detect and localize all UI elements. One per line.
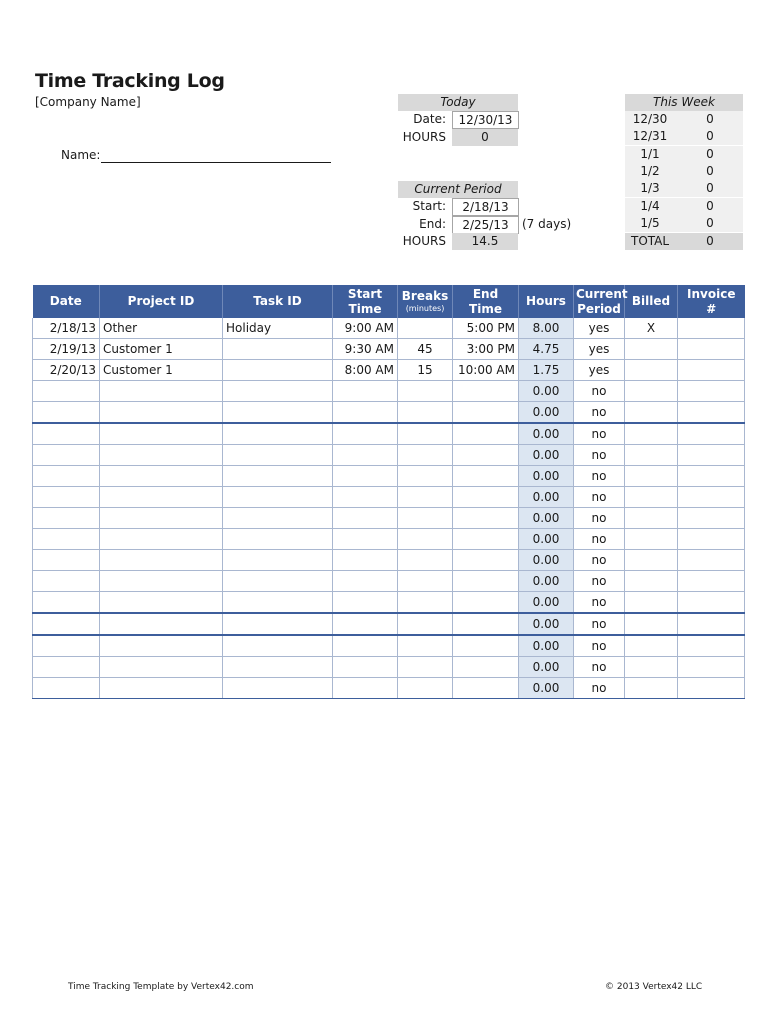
cell-task[interactable] — [223, 466, 333, 487]
cell-project[interactable] — [100, 423, 223, 445]
cell-invoice[interactable] — [678, 678, 745, 699]
table-row — [33, 360, 745, 381]
table-row — [33, 592, 745, 614]
cell-project[interactable] — [100, 529, 223, 550]
cell-hours: 0.00 — [519, 487, 574, 508]
cell-start-time[interactable] — [333, 592, 398, 614]
week-row — [625, 198, 743, 215]
col-current-header: Current Period — [574, 285, 625, 318]
cell-project[interactable] — [100, 402, 223, 424]
cell-billed[interactable] — [625, 423, 678, 445]
col-task-header: Task ID — [223, 285, 333, 318]
week-day: 1/3 — [640, 181, 660, 195]
week-row — [625, 128, 743, 145]
cell-current-period: no — [574, 635, 625, 657]
cell-task[interactable] — [223, 423, 333, 445]
week-row — [625, 146, 743, 163]
table-header-row — [33, 285, 745, 318]
period-end-field[interactable]: 2/25/13 — [452, 216, 519, 234]
cell-start-time[interactable]: 8:00 AM — [333, 360, 398, 381]
cell-billed[interactable] — [625, 381, 678, 402]
period-hours-value: 14.5 — [452, 233, 518, 250]
table-row — [33, 657, 745, 678]
cell-invoice[interactable] — [678, 466, 745, 487]
week-heading: This Week — [625, 94, 743, 111]
week-row — [625, 111, 743, 128]
table-row — [33, 508, 745, 529]
cell-breaks[interactable] — [398, 550, 453, 571]
cell-start-time[interactable] — [333, 466, 398, 487]
cell-billed[interactable] — [625, 487, 678, 508]
cell-start-time[interactable] — [333, 423, 398, 445]
cell-breaks[interactable] — [398, 381, 453, 402]
cell-breaks[interactable] — [398, 423, 453, 445]
cell-date[interactable] — [33, 466, 100, 487]
period-days-note: (7 days) — [522, 217, 572, 231]
period-hours-label: HOURS — [402, 234, 446, 248]
cell-current-period: no — [574, 592, 625, 614]
cell-invoice[interactable] — [678, 381, 745, 402]
cell-billed[interactable] — [625, 508, 678, 529]
cell-project[interactable] — [100, 657, 223, 678]
cell-start-time[interactable] — [333, 445, 398, 466]
cell-date[interactable] — [33, 657, 100, 678]
cell-breaks[interactable]: 15 — [398, 360, 453, 381]
cell-date[interactable] — [33, 381, 100, 402]
cell-start-time[interactable] — [333, 635, 398, 657]
period-start-field[interactable]: 2/18/13 — [452, 198, 519, 216]
week-value: 0 — [706, 147, 714, 161]
cell-hours: 0.00 — [519, 402, 574, 424]
cell-hours: 0.00 — [519, 657, 574, 678]
cell-hours: 0.00 — [519, 445, 574, 466]
footer-credit: Time Tracking Template by Vertex42.com — [68, 982, 254, 992]
table-row — [33, 550, 745, 571]
cell-project[interactable] — [100, 571, 223, 592]
cell-task[interactable] — [223, 635, 333, 657]
cell-end-time[interactable] — [453, 613, 519, 635]
cell-task[interactable] — [223, 592, 333, 614]
cell-breaks[interactable] — [398, 445, 453, 466]
cell-invoice[interactable] — [678, 402, 745, 424]
cell-end-time[interactable] — [453, 466, 519, 487]
cell-hours: 8.00 — [519, 318, 574, 339]
cell-date[interactable] — [33, 487, 100, 508]
cell-hours: 4.75 — [519, 339, 574, 360]
week-day: 1/4 — [640, 199, 660, 213]
cell-hours: 0.00 — [519, 466, 574, 487]
cell-hours: 0.00 — [519, 381, 574, 402]
cell-end-time[interactable] — [453, 487, 519, 508]
cell-task[interactable] — [223, 550, 333, 571]
week-day: 1/5 — [640, 216, 660, 230]
cell-date[interactable]: 2/20/13 — [33, 360, 100, 381]
cell-project[interactable] — [100, 445, 223, 466]
cell-current-period: no — [574, 550, 625, 571]
cell-billed[interactable] — [625, 571, 678, 592]
table-row — [33, 339, 745, 360]
cell-current-period: yes — [574, 339, 625, 360]
cell-project[interactable]: Customer 1 — [100, 360, 223, 381]
col-billed-header: Billed — [625, 285, 678, 318]
cell-date[interactable] — [33, 508, 100, 529]
cell-project[interactable] — [100, 635, 223, 657]
col-project-header: Project ID — [100, 285, 223, 318]
cell-end-time[interactable]: 3:00 PM — [453, 339, 519, 360]
name-field[interactable] — [101, 162, 331, 163]
week-row — [625, 163, 743, 180]
cell-date[interactable] — [33, 571, 100, 592]
cell-start-time[interactable] — [333, 571, 398, 592]
cell-current-period: no — [574, 445, 625, 466]
cell-end-time[interactable] — [453, 550, 519, 571]
cell-breaks[interactable] — [398, 529, 453, 550]
cell-invoice[interactable] — [678, 571, 745, 592]
cell-task[interactable] — [223, 571, 333, 592]
cell-billed[interactable] — [625, 445, 678, 466]
cell-date[interactable] — [33, 635, 100, 657]
table-row — [33, 318, 745, 339]
cell-date[interactable]: 2/18/13 — [33, 318, 100, 339]
today-hours-label: HOURS — [402, 130, 446, 144]
cell-start-time[interactable] — [333, 487, 398, 508]
cell-current-period: no — [574, 402, 625, 424]
cell-project[interactable] — [100, 487, 223, 508]
footer-copyright: © 2013 Vertex42 LLC — [605, 982, 703, 992]
col-invoice-header: Invoice # — [678, 285, 745, 318]
week-row — [625, 215, 743, 232]
cell-current-period: no — [574, 613, 625, 635]
cell-project[interactable] — [100, 678, 223, 699]
cell-current-period: no — [574, 529, 625, 550]
table-row — [33, 466, 745, 487]
table-row — [33, 529, 745, 550]
week-day: 12/30 — [632, 112, 668, 126]
cell-billed[interactable] — [625, 613, 678, 635]
table-row — [33, 635, 745, 657]
cell-task[interactable] — [223, 445, 333, 466]
cell-hours: 0.00 — [519, 613, 574, 635]
cell-date[interactable] — [33, 613, 100, 635]
cell-hours: 0.00 — [519, 508, 574, 529]
cell-date[interactable] — [33, 445, 100, 466]
cell-hours: 0.00 — [519, 423, 574, 445]
cell-date[interactable] — [33, 402, 100, 424]
today-date-field[interactable]: 12/30/13 — [452, 111, 519, 129]
cell-invoice[interactable] — [678, 529, 745, 550]
cell-breaks[interactable] — [398, 466, 453, 487]
week-day: 1/1 — [640, 147, 660, 161]
cell-billed[interactable]: X — [625, 318, 678, 339]
table-row — [33, 613, 745, 635]
col-hours-header: Hours — [519, 285, 574, 318]
cell-billed[interactable] — [625, 592, 678, 614]
cell-breaks[interactable] — [398, 635, 453, 657]
cell-invoice[interactable] — [678, 318, 745, 339]
cell-start-time[interactable] — [333, 381, 398, 402]
col-breaks-header — [398, 285, 453, 318]
cell-billed[interactable] — [625, 678, 678, 699]
cell-date[interactable] — [33, 678, 100, 699]
cell-current-period: no — [574, 466, 625, 487]
cell-date[interactable] — [33, 529, 100, 550]
cell-breaks[interactable] — [398, 571, 453, 592]
cell-current-period: no — [574, 657, 625, 678]
cell-task[interactable] — [223, 360, 333, 381]
cell-invoice[interactable] — [678, 508, 745, 529]
cell-billed[interactable] — [625, 339, 678, 360]
table-row — [33, 381, 745, 402]
cell-start-time[interactable] — [333, 613, 398, 635]
week-total-label: TOTAL — [631, 234, 670, 248]
cell-end-time[interactable] — [453, 571, 519, 592]
cell-project[interactable]: Other — [100, 318, 223, 339]
cell-project[interactable] — [100, 550, 223, 571]
cell-current-period: yes — [574, 318, 625, 339]
cell-current-period: no — [574, 423, 625, 445]
cell-date[interactable] — [33, 592, 100, 614]
cell-hours: 0.00 — [519, 550, 574, 571]
cell-current-period: no — [574, 487, 625, 508]
cell-start-time[interactable] — [333, 529, 398, 550]
cell-start-time[interactable] — [333, 508, 398, 529]
cell-current-period: no — [574, 508, 625, 529]
cell-hours: 0.00 — [519, 592, 574, 614]
cell-start-time[interactable] — [333, 550, 398, 571]
col-breaks-label: Breaks — [401, 289, 449, 303]
week-value: 0 — [706, 199, 714, 213]
cell-breaks[interactable]: 45 — [398, 339, 453, 360]
week-day: 12/31 — [632, 129, 668, 143]
cell-billed[interactable] — [625, 657, 678, 678]
cell-hours: 0.00 — [519, 678, 574, 699]
cell-invoice[interactable] — [678, 657, 745, 678]
cell-breaks[interactable] — [398, 508, 453, 529]
cell-breaks[interactable] — [398, 402, 453, 424]
table-row — [33, 423, 745, 445]
cell-start-time[interactable]: 9:00 AM — [333, 318, 398, 339]
cell-project[interactable] — [100, 592, 223, 614]
cell-billed[interactable] — [625, 360, 678, 381]
cell-current-period: no — [574, 678, 625, 699]
week-total-value: 0 — [706, 234, 714, 248]
period-end-label: End: — [419, 217, 446, 231]
cell-end-time[interactable] — [453, 402, 519, 424]
cell-invoice[interactable] — [678, 423, 745, 445]
cell-end-time[interactable] — [453, 381, 519, 402]
period-heading: Current Period — [398, 181, 518, 198]
table-row — [33, 571, 745, 592]
cell-breaks[interactable] — [398, 318, 453, 339]
cell-invoice[interactable] — [678, 487, 745, 508]
cell-billed[interactable] — [625, 466, 678, 487]
cell-end-time[interactable] — [453, 508, 519, 529]
today-hours-value: 0 — [452, 129, 518, 146]
table-row — [33, 445, 745, 466]
cell-invoice[interactable] — [678, 445, 745, 466]
week-value: 0 — [706, 216, 714, 230]
cell-hours: 0.00 — [519, 529, 574, 550]
cell-end-time[interactable] — [453, 592, 519, 614]
today-heading: Today — [398, 94, 518, 111]
cell-hours: 0.00 — [519, 635, 574, 657]
week-row — [625, 180, 743, 197]
cell-start-time[interactable] — [333, 678, 398, 699]
table-row — [33, 487, 745, 508]
cell-breaks[interactable] — [398, 678, 453, 699]
cell-invoice[interactable] — [678, 360, 745, 381]
cell-project[interactable] — [100, 613, 223, 635]
cell-hours: 0.00 — [519, 571, 574, 592]
today-date-label: Date: — [413, 112, 446, 126]
col-date-header: Date — [33, 285, 100, 318]
cell-project[interactable]: Customer 1 — [100, 339, 223, 360]
page-title: Time Tracking Log — [35, 70, 225, 92]
cell-task[interactable] — [223, 657, 333, 678]
cell-invoice[interactable] — [678, 339, 745, 360]
table-row — [33, 402, 745, 424]
time-log-table — [32, 285, 745, 699]
cell-task[interactable] — [223, 508, 333, 529]
cell-task[interactable] — [223, 339, 333, 360]
cell-project[interactable] — [100, 508, 223, 529]
cell-task[interactable] — [223, 613, 333, 635]
cell-billed[interactable] — [625, 550, 678, 571]
cell-invoice[interactable] — [678, 613, 745, 635]
cell-end-time[interactable]: 5:00 PM — [453, 318, 519, 339]
cell-task[interactable] — [223, 487, 333, 508]
cell-project[interactable] — [100, 381, 223, 402]
cell-invoice[interactable] — [678, 592, 745, 614]
cell-current-period: no — [574, 381, 625, 402]
cell-start-time[interactable] — [333, 402, 398, 424]
cell-start-time[interactable]: 9:30 AM — [333, 339, 398, 360]
cell-breaks[interactable] — [398, 487, 453, 508]
cell-billed[interactable] — [625, 635, 678, 657]
name-label: Name: — [61, 148, 101, 162]
cell-project[interactable] — [100, 466, 223, 487]
cell-hours: 1.75 — [519, 360, 574, 381]
cell-date[interactable] — [33, 423, 100, 445]
cell-end-time[interactable] — [453, 678, 519, 699]
cell-current-period: no — [574, 571, 625, 592]
week-value: 0 — [706, 129, 714, 143]
cell-breaks[interactable] — [398, 657, 453, 678]
cell-task[interactable] — [223, 381, 333, 402]
cell-current-period: yes — [574, 360, 625, 381]
cell-date[interactable]: 2/19/13 — [33, 339, 100, 360]
cell-task[interactable] — [223, 529, 333, 550]
cell-end-time[interactable]: 10:00 AM — [453, 360, 519, 381]
cell-date[interactable] — [33, 550, 100, 571]
cell-invoice[interactable] — [678, 550, 745, 571]
cell-end-time[interactable] — [453, 529, 519, 550]
period-start-label: Start: — [412, 199, 446, 213]
cell-billed[interactable] — [625, 402, 678, 424]
week-day: 1/2 — [640, 164, 660, 178]
cell-breaks[interactable] — [398, 592, 453, 614]
week-total-row — [625, 233, 743, 250]
col-breaks-sublabel: (minutes) — [405, 304, 445, 313]
cell-start-time[interactable] — [333, 657, 398, 678]
cell-end-time[interactable] — [453, 423, 519, 445]
cell-invoice[interactable] — [678, 635, 745, 657]
table-row — [33, 678, 745, 699]
col-start-header: Start Time — [333, 285, 398, 318]
week-value: 0 — [706, 181, 714, 195]
cell-task[interactable] — [223, 678, 333, 699]
company-name[interactable]: [Company Name] — [35, 95, 141, 109]
col-end-header: End Time — [453, 285, 519, 318]
cell-end-time[interactable] — [453, 657, 519, 678]
cell-task[interactable] — [223, 402, 333, 424]
cell-end-time[interactable] — [453, 445, 519, 466]
cell-end-time[interactable] — [453, 635, 519, 657]
cell-task[interactable]: Holiday — [223, 318, 333, 339]
week-value: 0 — [706, 112, 714, 126]
cell-billed[interactable] — [625, 529, 678, 550]
cell-breaks[interactable] — [398, 613, 453, 635]
week-value: 0 — [706, 164, 714, 178]
